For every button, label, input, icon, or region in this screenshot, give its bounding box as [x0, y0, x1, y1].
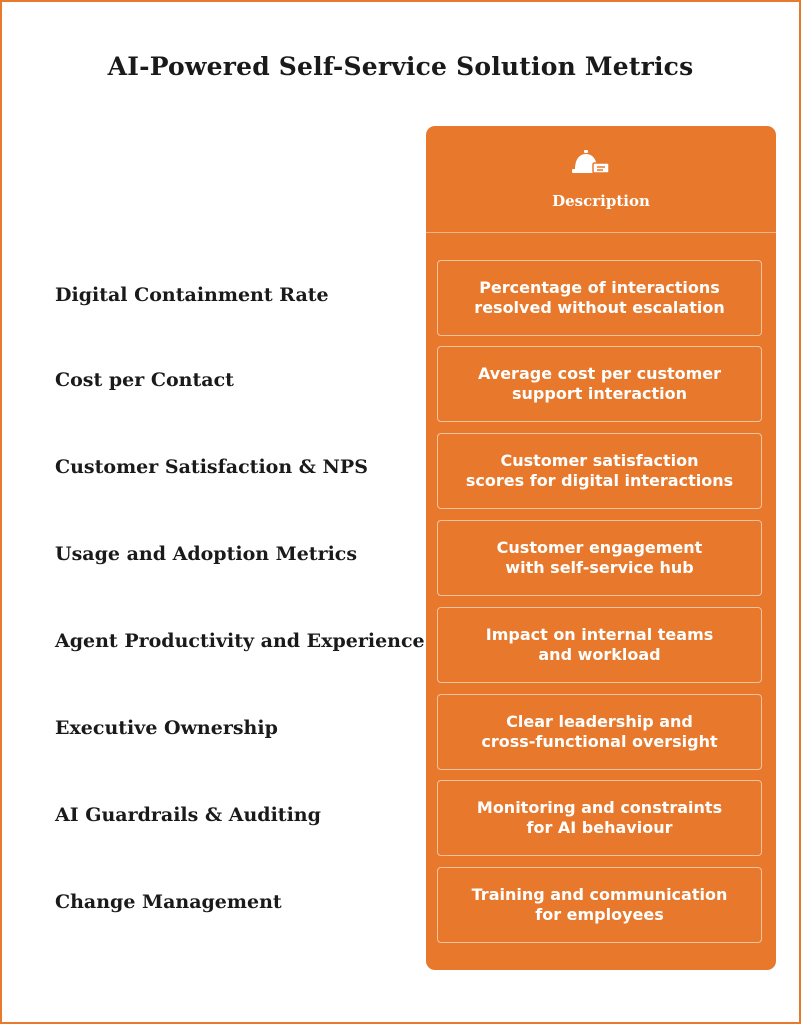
description-text: Impact on internal teams and workload [485, 625, 714, 664]
metric-label: AI Guardrails & Auditing [55, 804, 321, 826]
description-text: Average cost per customer support interaction [477, 364, 722, 403]
description-cell [437, 346, 762, 422]
description-text: Monitoring and constraints for AI behaviour [476, 798, 723, 837]
description-text: Clear leadership and cross-functional oversight [481, 712, 718, 751]
metric-label: Executive Ownership [55, 717, 278, 739]
bell-ticket-icon [571, 150, 611, 180]
page-title: AI-Powered Self-Service Solution Metrics [107, 52, 694, 81]
description-cell [437, 260, 762, 336]
metric-label: Cost per Contact [55, 369, 234, 391]
metric-label: Agent Productivity and Experience [55, 630, 425, 652]
metric-label: Usage and Adoption Metrics [55, 543, 358, 565]
description-cell [437, 780, 762, 856]
description-text: Customer engagement with self-service hub [496, 538, 703, 577]
description-cell [437, 607, 762, 683]
description-header [426, 126, 776, 233]
description-cell [437, 867, 762, 943]
metric-label: Customer Satisfaction & NPS [55, 456, 368, 478]
description-text: Percentage of interactions resolved without escalation [474, 278, 725, 317]
description-cell [437, 520, 762, 596]
description-header-label: Description [552, 192, 650, 210]
description-text: Training and communication for employees [471, 885, 728, 924]
description-text: Customer satisfaction scores for digital interactions [465, 451, 734, 490]
description-cell [437, 694, 762, 770]
metric-label: Change Management [55, 891, 282, 913]
description-cell [437, 433, 762, 509]
metric-label: Digital Containment Rate [55, 284, 329, 306]
